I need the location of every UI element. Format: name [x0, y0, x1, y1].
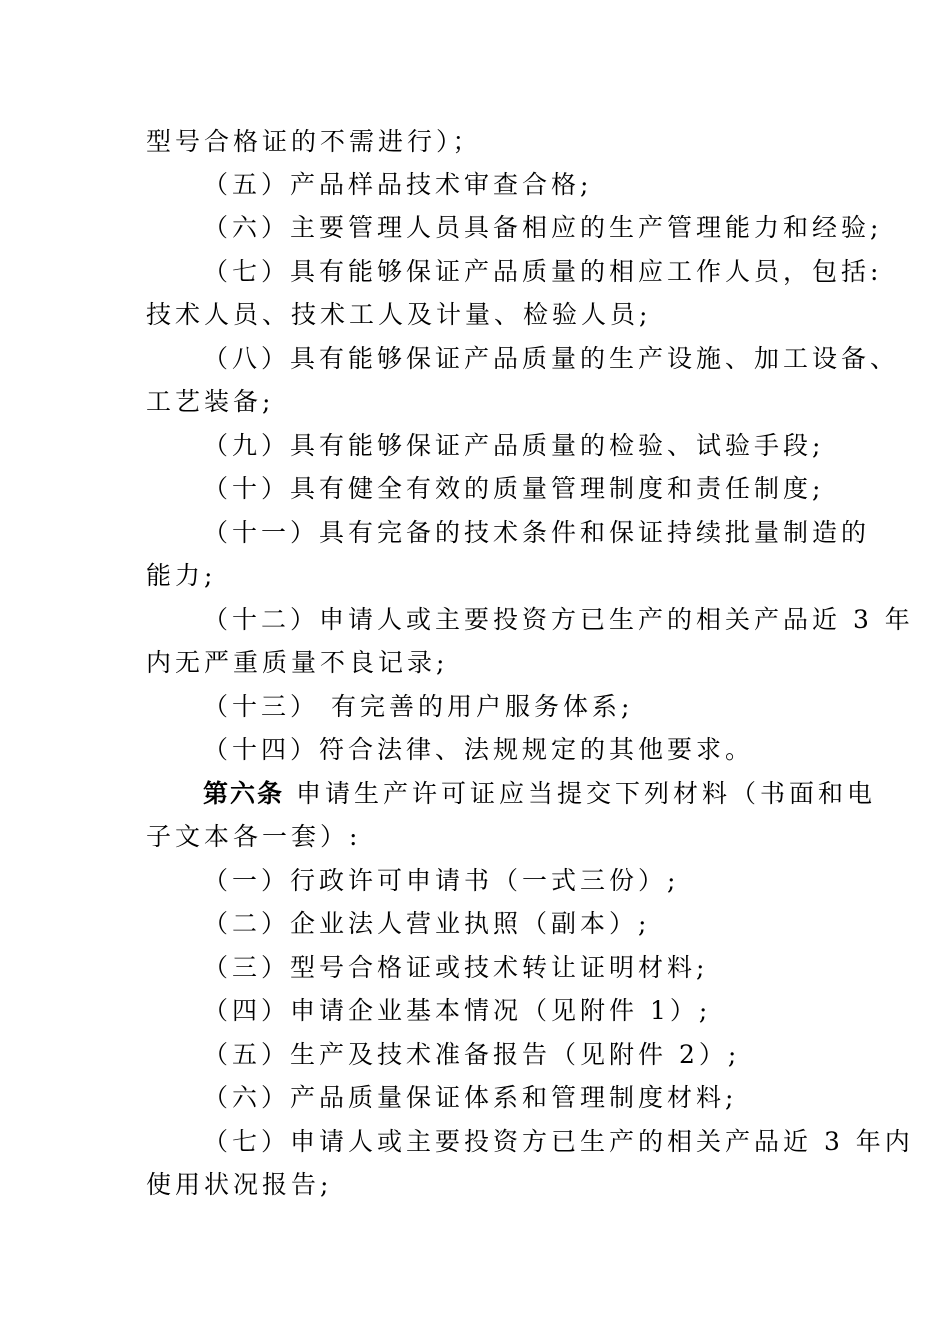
- list-item: （五）产品样品技术审查合格;: [203, 170, 593, 199]
- list-item: （六）产品质量保证体系和管理制度材料;: [203, 1083, 738, 1112]
- list-item: （五）生产及技术准备报告（见附件 2）;: [203, 1040, 741, 1069]
- list-item: （十一）具有完备的技术条件和保证持续批量制造的: [203, 518, 871, 547]
- list-item: （七）具有能够保证产品质量的相应工作人员，包括:: [203, 257, 883, 286]
- article-text: 申请生产许可证应当提交下列材料（书面和电: [295, 779, 876, 808]
- text-line: 子文本各一套）:: [146, 822, 362, 851]
- list-item: （四）申请企业基本情况（见附件 1）;: [203, 996, 712, 1025]
- list-item: （十四）符合法律、法规规定的其他要求。: [203, 735, 755, 764]
- list-item: （七）申请人或主要投资方已生产的相关产品近 3 年内: [203, 1127, 914, 1156]
- list-item: （一）行政许可申请书（一式三份）;: [203, 866, 680, 895]
- text-line: 工艺装备;: [146, 387, 275, 416]
- list-item: （六）主要管理人员具备相应的生产管理能力和经验;: [203, 213, 883, 242]
- text-line: 型号合格证的不需进行）；: [146, 127, 482, 156]
- text-line: 技术人员、技术工人及计量、检验人员;: [146, 300, 652, 329]
- list-item: （十）具有健全有效的质量管理制度和责任制度;: [203, 474, 825, 503]
- text-line: 使用状况报告;: [146, 1170, 333, 1199]
- list-item: （三）型号合格证或技术转让证明材料;: [203, 953, 709, 982]
- list-item: （九）具有能够保证产品质量的检验、试验手段;: [203, 431, 825, 460]
- text-line: 内无严重质量不良记录;: [146, 648, 449, 677]
- list-item: （二）企业法人营业执照（副本）;: [203, 909, 651, 938]
- list-item: （八）具有能够保证产品质量的生产设施、加工设备、: [203, 344, 900, 373]
- article-heading: 第六条: [203, 779, 285, 808]
- list-item: （十三） 有完善的用户服务体系;: [203, 692, 634, 721]
- list-item: （十二）申请人或主要投资方已生产的相关产品近 3 年: [203, 605, 914, 634]
- article-6-line: [203, 779, 876, 809]
- text-line: 能力;: [146, 561, 217, 590]
